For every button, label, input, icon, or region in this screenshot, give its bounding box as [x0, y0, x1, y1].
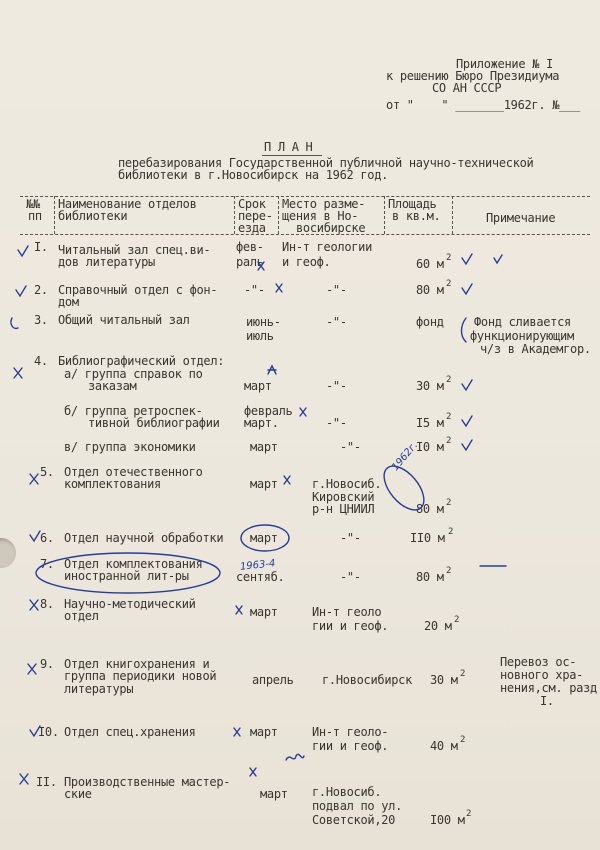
row-num: 8.	[40, 597, 54, 611]
th-note: Примечание	[486, 211, 556, 225]
cross-mark	[300, 408, 306, 416]
row-place: -"-	[326, 283, 347, 297]
row-term: март	[250, 440, 278, 454]
org-line: СО АН СССР	[432, 81, 502, 95]
bracket-mark	[462, 318, 467, 342]
th-name-1: Наименование отделов	[58, 197, 197, 211]
row-name: иностранной лит-ры	[64, 569, 189, 583]
plan-subtitle-2: библиотеки в г.Новосибирск на 1962 год.	[118, 168, 389, 182]
area-superscript: 2	[446, 279, 452, 289]
check-mark	[462, 284, 472, 294]
row-name: группа периодики новой	[64, 669, 217, 683]
row-num: I0.	[38, 725, 59, 739]
row-name: Читальный зал спец.ви-	[58, 243, 211, 257]
cross-mark	[14, 368, 22, 378]
row-name: Производственные мастер-	[64, 775, 231, 789]
row-area: 80 м	[416, 570, 444, 584]
cross-mark	[30, 474, 38, 484]
area-superscript: 2	[446, 412, 452, 422]
row-term: февраль	[244, 404, 293, 418]
th-area-2: в кв.м.	[392, 209, 441, 223]
cross-mark	[30, 600, 38, 610]
row-num: 3.	[34, 313, 48, 327]
date-line: от " " _______1962г. №___	[386, 98, 580, 112]
row-area: I5 м	[416, 416, 444, 430]
cross-mark	[234, 728, 240, 736]
row-name: комплектования	[64, 477, 161, 491]
row-area: 40 м	[430, 739, 458, 753]
row-name: литературы	[64, 682, 134, 696]
th-name-2: библиотеки	[58, 209, 128, 223]
row-name: ские	[64, 787, 92, 801]
check-mark	[462, 254, 472, 264]
row-name: Отдел научной обработки	[64, 531, 224, 545]
row-area: II0 м	[410, 531, 445, 545]
row-name: Отдел книгохранения и	[64, 657, 210, 671]
row-term: -"-	[244, 283, 265, 297]
area-superscript: 2	[466, 809, 472, 819]
row-num: 6.	[40, 531, 54, 545]
th-term-2: пере-	[238, 209, 273, 223]
row-term: март	[250, 725, 278, 739]
decision-line: к решению Бюро Президиума	[386, 69, 560, 83]
row-term: март	[244, 379, 272, 393]
check-mark	[494, 255, 502, 263]
check-mark	[462, 380, 472, 390]
row-term: сентяб.	[236, 570, 285, 584]
row-name: б/ группа ретроспек-	[64, 404, 203, 418]
row-place: -"-	[340, 531, 361, 545]
cross-mark	[28, 664, 36, 674]
row-name: Библиографический отдел:	[58, 354, 225, 368]
row-note: Фонд сливается	[474, 315, 571, 329]
row-place: подвал по ул.	[312, 799, 403, 813]
row-place: Ин-т геологии	[282, 240, 373, 254]
area-superscript: 2	[446, 498, 452, 508]
row-term: март	[250, 605, 278, 619]
th-place-2: щения в Но-	[282, 209, 359, 223]
stamp-mark	[377, 459, 432, 517]
check-mark	[18, 246, 28, 256]
row-term: раль	[236, 255, 264, 269]
row-note: I.	[540, 694, 554, 708]
area-superscript: 2	[446, 436, 452, 446]
row-note: функционирующим	[470, 329, 574, 343]
circle-mark	[241, 525, 289, 551]
cross-mark	[20, 774, 28, 784]
row-place: р-н ЦНИИЛ	[312, 502, 375, 516]
cross-mark	[236, 606, 242, 614]
row-num: I.	[34, 240, 48, 254]
area-superscript: 2	[446, 375, 452, 385]
check-mark	[30, 531, 40, 541]
row-num: 5.	[40, 465, 54, 479]
row-name: Отдел комплектования	[64, 557, 203, 571]
row-area: 80 м	[416, 502, 444, 516]
th-term-3: езда	[238, 221, 266, 235]
circle-mark	[36, 553, 220, 593]
row-num: 4.	[34, 354, 48, 368]
row-name: Отдел отечественного	[64, 465, 203, 479]
row-note: ч/з в Академгор.	[480, 342, 591, 356]
cross-mark	[268, 366, 276, 374]
cross-mark	[250, 768, 256, 776]
row-area: I00 м	[430, 813, 465, 827]
area-superscript: 2	[448, 527, 454, 537]
row-note: новного хра-	[500, 668, 584, 682]
row-num: 2.	[34, 283, 48, 297]
row-note: нения,см. разд	[500, 681, 597, 695]
row-term: июль	[246, 329, 274, 343]
row-name: заказам	[88, 379, 137, 393]
row-name: тивной библиографии	[88, 416, 220, 430]
row-place: -"-	[326, 379, 347, 393]
th-place-1: Место разме-	[282, 197, 366, 211]
area-superscript: 2	[460, 735, 466, 745]
plan-subtitle-1: перебазирования Государственной публичной научно-технической	[118, 156, 534, 170]
row-place: Ин-т геоло	[312, 605, 382, 619]
row-place: гии и геоф.	[312, 739, 389, 753]
row-name: в/ группа экономики	[64, 440, 196, 454]
row-area: 60 м	[416, 257, 444, 271]
th-num-2: пп	[28, 209, 42, 223]
area-superscript: 2	[454, 615, 460, 625]
row-name: Отдел спец.хранения	[64, 725, 196, 739]
row-place: г.Новосиб.	[312, 785, 382, 799]
row-area: 80 м	[416, 283, 444, 297]
area-superscript: 2	[446, 253, 452, 263]
row-place: -"-	[340, 570, 361, 584]
area-superscript: 2	[460, 669, 466, 679]
check-mark	[16, 286, 26, 296]
cross-mark	[276, 284, 282, 292]
row-term: март	[250, 531, 278, 545]
row-num: 7.	[40, 557, 54, 571]
squiggle-mark	[286, 754, 304, 760]
row-term: апрель	[252, 673, 294, 687]
row-term: фев-	[236, 240, 264, 254]
row-place: гии и геоф.	[312, 619, 389, 633]
row-term: март.	[244, 416, 279, 430]
row-place: г.Новосибирск	[322, 673, 413, 687]
row-term: июнь-	[246, 315, 281, 329]
row-place: -"-	[326, 416, 347, 430]
row-place: и геоф.	[282, 255, 331, 269]
row-area: фонд	[416, 315, 444, 329]
row-area: 20 м	[424, 619, 452, 633]
row-area: I0 м	[416, 440, 444, 454]
row-num: II.	[36, 775, 57, 789]
cross-mark	[258, 262, 264, 270]
row-name: дов литературы	[58, 255, 155, 269]
row-place: -"-	[340, 440, 361, 454]
row-place: Кировский	[312, 490, 375, 504]
appendix-line: Приложение № I	[456, 57, 553, 71]
row-area: 30 м	[416, 379, 444, 393]
row-place: -"-	[326, 315, 347, 329]
check-mark	[30, 726, 40, 736]
th-term-1: Срок	[238, 197, 266, 211]
row-name: отдел	[64, 609, 99, 623]
row-num: 9.	[40, 657, 54, 671]
row-term: март	[250, 477, 278, 491]
th-place-3: восибирске	[296, 221, 366, 235]
row-name: Научно-методический	[64, 597, 196, 611]
handwritten-note: 1963-4	[239, 558, 276, 573]
th-num-1: №№	[26, 197, 40, 211]
area-superscript: 2	[446, 566, 452, 576]
row-place: Советской,20	[312, 813, 396, 827]
row-term: март	[260, 787, 288, 801]
row-name: а/ группа справок по	[64, 367, 203, 381]
check-mark	[462, 416, 472, 426]
row-note: Перевоз ос-	[500, 655, 577, 669]
row-name: Общий читальный зал	[58, 313, 190, 327]
check-mark	[11, 318, 18, 328]
cross-mark	[284, 476, 290, 484]
row-area: 30 м	[430, 673, 458, 687]
check-mark	[462, 440, 472, 450]
row-place: г.Новосиб.	[312, 477, 382, 491]
plan-title: П Л А Н	[264, 140, 313, 154]
row-name: дом	[58, 295, 79, 309]
row-place: Ин-т геоло-	[312, 725, 389, 739]
stamp-text: 1962г.	[390, 440, 421, 474]
th-area-1: Площадь	[388, 197, 437, 211]
row-name: Справочный отдел с фон-	[58, 283, 218, 297]
